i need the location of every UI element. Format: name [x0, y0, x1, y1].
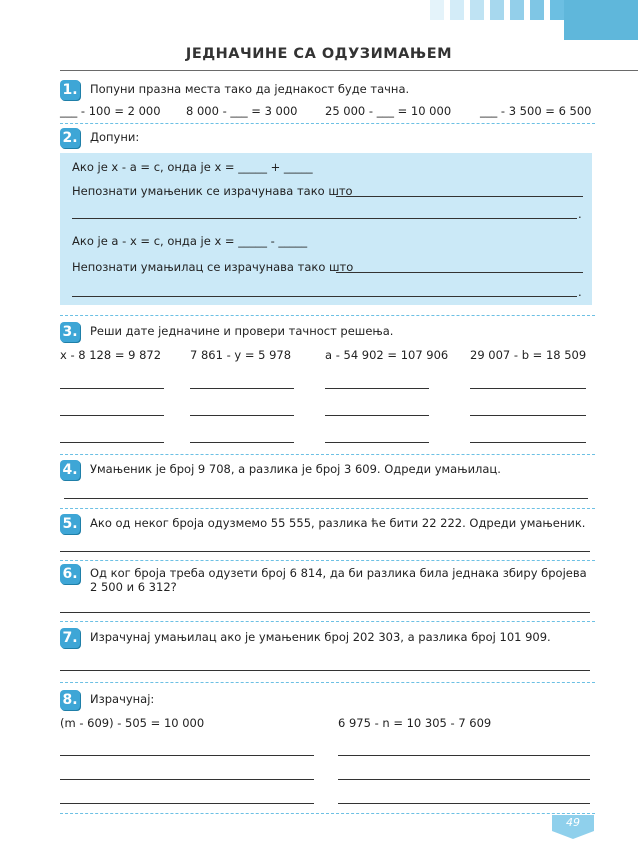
section-divider — [60, 454, 595, 455]
task-number-4: 4. — [60, 460, 80, 480]
task-8-equation: 6 975 - n = 10 305 - 7 609 — [338, 716, 492, 730]
task-2-instruction: Допуни: — [90, 130, 140, 144]
answer-line[interactable] — [60, 755, 314, 756]
section-divider — [60, 508, 595, 509]
answer-line[interactable] — [60, 415, 164, 416]
task-1-item: ___ - 3 500 = 6 500 — [480, 104, 592, 118]
task-8-instruction: Израчунај: — [90, 692, 155, 706]
answer-line[interactable] — [336, 272, 583, 273]
page-number: 49 — [552, 815, 594, 831]
answer-line[interactable] — [60, 779, 314, 780]
task-number-3: 3. — [60, 322, 80, 342]
answer-line[interactable] — [338, 779, 590, 780]
answer-line[interactable] — [60, 388, 164, 389]
answer-line[interactable] — [190, 388, 294, 389]
task-3-equation: х - 8 128 = 9 872 — [60, 348, 162, 362]
answer-line[interactable] — [338, 755, 590, 756]
task-2-box — [60, 153, 592, 305]
task-number-7: 7. — [60, 628, 80, 648]
task-number-2: 2. — [60, 128, 80, 148]
answer-line[interactable] — [470, 388, 586, 389]
section-divider — [60, 621, 595, 622]
task-2-line: Непознати умањилац се израчунава тако што — [72, 260, 354, 274]
task-7-instruction: Израчунај умањилац ако је умањеник број 202 303, а разлика број 101 909. — [90, 630, 551, 644]
answer-line[interactable] — [72, 296, 577, 297]
task-number-1: 1. — [60, 80, 80, 100]
task-number-6: 6. — [60, 564, 80, 584]
answer-line[interactable] — [60, 551, 590, 552]
task-3-instruction: Реши дате једначине и провери тачност решења. — [90, 324, 394, 338]
section-divider — [60, 682, 595, 683]
task-6-instruction: Од ког броја треба одузети број 6 814, да би разлика била једнака збиру бројева — [90, 566, 587, 580]
answer-line[interactable] — [338, 803, 590, 804]
answer-line[interactable] — [325, 442, 429, 443]
period-mark: . — [578, 285, 582, 299]
task-3-equation: 7 861 - у = 5 978 — [190, 348, 292, 362]
task-3-equation: 29 007 - b = 18 509 — [470, 348, 587, 362]
page-title: ЈЕДНАЧИНЕ СА ОДУЗИМАЊЕМ — [185, 46, 453, 62]
answer-line[interactable] — [72, 218, 577, 219]
top-decoration — [0, 0, 638, 40]
answer-line[interactable] — [190, 442, 294, 443]
task-2-line: Непознати умањеник се израчунава тако што — [72, 184, 353, 198]
title-underline — [60, 70, 638, 71]
task-8-equation: (m - 609) - 505 = 10 000 — [60, 716, 205, 730]
task-3-equation: а - 54 902 = 107 906 — [325, 348, 449, 362]
page-number-tab-icon — [552, 831, 594, 839]
task-number-5: 5. — [60, 514, 80, 534]
task-2-line: Ако је а - х = с, онда је х = _____ - _____ — [72, 234, 308, 248]
answer-line[interactable] — [470, 415, 586, 416]
section-divider — [60, 315, 595, 316]
task-6-instruction-cont: 2 500 и 6 312? — [90, 580, 177, 594]
answer-line[interactable] — [470, 442, 586, 443]
task-5-instruction: Ако од неког броја одузмемо 55 555, разлика ће бити 22 222. Одреди умањеник. — [90, 516, 586, 530]
task-1-item: ___ - 100 = 2 000 — [60, 104, 161, 118]
section-divider — [60, 813, 595, 814]
answer-line[interactable] — [60, 670, 590, 671]
task-1-instruction: Попуни празна места тако да једнакост буде тачна. — [90, 82, 410, 96]
task-1-item: 8 000 - ___ = 3 000 — [186, 104, 298, 118]
answer-line[interactable] — [60, 442, 164, 443]
task-2-line: Ако је х - а = с, онда је х = _____ + _____ — [72, 160, 313, 174]
task-1-item: 25 000 - ___ = 10 000 — [325, 104, 452, 118]
answer-line[interactable] — [325, 415, 429, 416]
answer-line[interactable] — [336, 196, 583, 197]
answer-line[interactable] — [64, 498, 588, 499]
answer-line[interactable] — [60, 803, 314, 804]
answer-line[interactable] — [60, 612, 590, 613]
task-4-instruction: Умањеник је број 9 708, а разлика је број 3 609. Одреди умањилац. — [90, 462, 501, 476]
task-number-8: 8. — [60, 690, 80, 710]
section-divider — [60, 560, 595, 561]
answer-line[interactable] — [190, 415, 294, 416]
section-divider — [60, 123, 595, 124]
period-mark: . — [578, 207, 582, 221]
answer-line[interactable] — [325, 388, 429, 389]
